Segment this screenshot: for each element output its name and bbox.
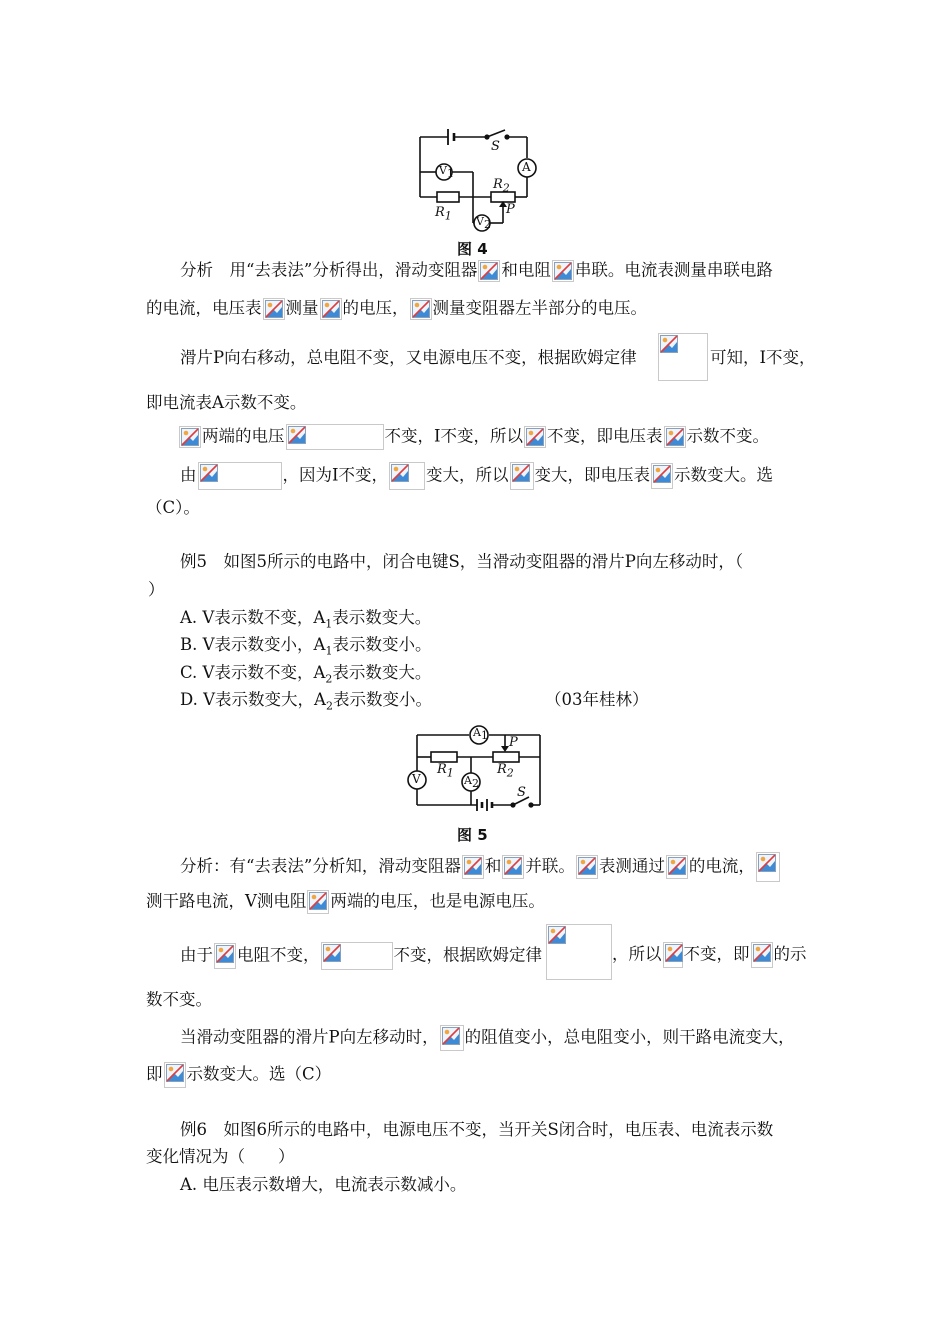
example5-question-end: ） <box>148 580 165 599</box>
formula-image <box>440 1025 464 1051</box>
formula-image <box>524 426 546 448</box>
voltmeter1-label: $V_1$ <box>439 164 454 181</box>
analysis4-line7: （C）。 <box>146 498 200 517</box>
formula-image <box>164 1062 186 1088</box>
switch-label-s: S <box>491 139 500 154</box>
example5-option-c: C. V表示数不变，$A_2$表示数变大。 <box>180 663 432 686</box>
analysis4-line3-end: 可知，I不变， <box>710 348 816 367</box>
ammeter-label-a: A <box>522 160 531 174</box>
example5-option-a: A. V表示数不变，$A_1$表示数变大。 <box>180 608 432 631</box>
formula-image <box>307 890 329 914</box>
formula-image <box>410 298 432 320</box>
figure-5-circuit <box>405 725 545 850</box>
analysis4-line1: 分析 用“去表法”分析得出，滑动变阻器 和电阻 串联。电流表测量串联电路 <box>180 260 773 282</box>
analysis5-line2: 测干路电流，V测电阻 两端的电压，也是电源电压。 <box>146 890 545 914</box>
voltmeter2-label: $V_2$ <box>476 215 491 232</box>
formula-image <box>666 855 688 879</box>
formula-image <box>214 943 236 969</box>
analysis4-line5: 两端的电压 不变，I不变，所以 不变，即电压表 示数不变。 <box>178 424 769 450</box>
formula-image <box>389 462 425 490</box>
analysis4-line4: 即电流表A示数不变。 <box>146 393 307 412</box>
example5-question: 例5 如图5所示的电路中，闭合电键S，当滑动变阻器的滑片P向左移动时，（ <box>180 552 744 571</box>
formula-image <box>198 462 282 490</box>
formula-image <box>756 852 780 882</box>
resistor1-label: $R_1$ <box>435 205 452 223</box>
ammeter2-label: $A_2$ <box>464 774 479 791</box>
resistor1-label: $R_1$ <box>437 762 454 780</box>
example6-option-a: A. 电压表示数增大，电流表示数减小。 <box>180 1175 467 1194</box>
example5-source: （03年桂林） <box>545 690 649 709</box>
formula-image <box>263 298 285 320</box>
analysis5-line5: 当滑动变阻器的滑片P向左移动时， 的阻值变小，总电阻变小，则干路电流变大， <box>180 1025 795 1051</box>
voltmeter-label: V <box>412 772 421 786</box>
analysis5-line6: 即 示数变大。选（C） <box>146 1062 331 1088</box>
ohms-law-formula-image <box>658 333 708 381</box>
formula-image <box>321 942 393 970</box>
slider-label-p: P <box>509 735 518 750</box>
formula-image <box>478 260 500 282</box>
analysis5-line1: 分析：有“去表法”分析知，滑动变阻器 和 并联。 表测通过 的电流， <box>180 852 781 882</box>
analysis5-line4: 数不变。 <box>146 990 212 1009</box>
ammeter1-label: $A_1$ <box>473 726 488 743</box>
formula-image <box>576 855 598 879</box>
formula-image <box>663 942 683 968</box>
figure-4-circuit <box>415 125 545 260</box>
formula-image <box>751 942 773 968</box>
formula-image <box>320 298 342 320</box>
analysis4-line2: 的电流，电压表 测量 的电压， 测量变阻器左半部分的电压。 <box>146 298 647 320</box>
figure-4-caption: 图 4 <box>457 240 488 258</box>
slider-label-p: P <box>506 202 515 217</box>
analysis5-line3: 由于 电阻不变， 不变，根据欧姆定律 <box>180 942 542 970</box>
analysis4-line3: 滑片P向右移动，总电阻不变，又电源电压不变，根据欧姆定律 <box>180 348 637 367</box>
resistor2-label: $R_2$ <box>497 762 514 780</box>
formula-image <box>651 463 673 489</box>
switch-label-s: S <box>517 785 526 800</box>
analysis4-line6: 由 ，因为I不变， 变大，所以 变大，即电压表 示数变大。选 <box>180 462 773 490</box>
resistor2-label: $R_2$ <box>493 177 510 195</box>
formula-image <box>510 462 534 490</box>
formula-image <box>286 424 384 450</box>
example5-option-d: D. V表示数变大，$A_2$表示数变小。 <box>180 690 432 713</box>
analysis5-line3-end: ，所以 不变，即 的示 <box>612 942 807 968</box>
formula-image <box>502 855 524 879</box>
example5-option-b: B. V表示数变小，$A_1$表示数变小。 <box>180 635 432 658</box>
example6-question-end: 变化情况为（ ） <box>146 1147 295 1166</box>
figure-5-caption: 图 5 <box>457 826 488 844</box>
example6-question: 例6 如图6所示的电路中，电源电压不变，当开关S闭合时，电压表、电流表示数 <box>180 1120 774 1139</box>
formula-image <box>179 426 201 448</box>
ohms-law-formula-image <box>546 924 612 980</box>
formula-image <box>552 260 574 282</box>
formula-image <box>462 855 484 879</box>
formula-image <box>664 426 686 448</box>
